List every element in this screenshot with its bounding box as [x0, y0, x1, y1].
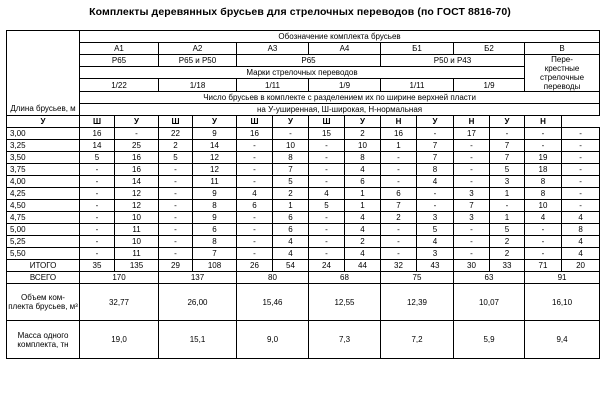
- count-cell: 14: [80, 140, 115, 152]
- itogo-cell: 20: [562, 260, 600, 272]
- count-cell: -: [309, 212, 345, 224]
- mass-cell: 19,0: [80, 321, 159, 359]
- itogo-cell: 71: [525, 260, 562, 272]
- count-cell: 7: [490, 140, 525, 152]
- volume-cell: 12,39: [381, 284, 454, 321]
- count-cell: -: [562, 176, 600, 188]
- count-cell: 2: [490, 236, 525, 248]
- count-cell: 8: [193, 236, 237, 248]
- volume-cell: 16,10: [525, 284, 600, 321]
- length-cell: 4,25: [7, 188, 80, 200]
- vsego-cell: 68: [309, 272, 381, 284]
- count-cell: 14: [115, 176, 159, 188]
- set-В: В: [525, 43, 600, 55]
- count-cell: 12: [115, 188, 159, 200]
- count-cell: -: [381, 164, 417, 176]
- width-code: Ш: [159, 116, 193, 128]
- width-code: У: [417, 116, 454, 128]
- count-cell: 8: [525, 176, 562, 188]
- count-cell: 10: [115, 236, 159, 248]
- itogo-cell: 33: [490, 260, 525, 272]
- count-cell: 4: [417, 236, 454, 248]
- count-cell: -: [159, 176, 193, 188]
- count-cell: -: [159, 188, 193, 200]
- count-cell: -: [309, 164, 345, 176]
- count-cell: 5: [273, 176, 309, 188]
- count-cell: 2: [381, 212, 417, 224]
- rail-type: Р65 и Р50: [159, 55, 237, 67]
- count-cell: 6: [237, 200, 273, 212]
- width-code: У: [273, 116, 309, 128]
- vsego-row: [7, 272, 600, 284]
- width-code: Ш: [80, 116, 115, 128]
- length-cell: 5,50: [7, 248, 80, 260]
- itogo-cell: 29: [159, 260, 193, 272]
- set-designation-header: Обозначение комплекта брусьев: [80, 31, 600, 43]
- width-code: У: [345, 116, 381, 128]
- count-cell: -: [237, 164, 273, 176]
- count-cell: -: [309, 224, 345, 236]
- count-cell: 1: [490, 212, 525, 224]
- count-cell: -: [381, 152, 417, 164]
- mass-cell: 9,0: [237, 321, 309, 359]
- count-cell: -: [454, 224, 490, 236]
- count-cell: -: [159, 212, 193, 224]
- count-cell: 8: [193, 200, 237, 212]
- length-cell: 3,25: [7, 140, 80, 152]
- itogo-cell: 135: [115, 260, 159, 272]
- count-cell: 10: [345, 140, 381, 152]
- count-cell: 14: [193, 140, 237, 152]
- count-cell: 17: [454, 128, 490, 140]
- count-cell: 8: [525, 188, 562, 200]
- count-cell: -: [525, 248, 562, 260]
- count-cell: 5: [417, 224, 454, 236]
- count-cell: -: [237, 248, 273, 260]
- table-row: [7, 200, 600, 212]
- count-cell: 7: [490, 152, 525, 164]
- length-header: [7, 31, 80, 116]
- count-cell: 8: [562, 224, 600, 236]
- switch-mark: 1/22: [80, 79, 159, 92]
- count-cell: 2: [345, 236, 381, 248]
- count-cell: -: [454, 140, 490, 152]
- count-cell: -: [115, 128, 159, 140]
- count-cell: 1: [381, 140, 417, 152]
- crossing-header: Пере- крестные стрелочные переводы: [525, 55, 600, 92]
- itogo-cell: 30: [454, 260, 490, 272]
- width-code: У: [115, 116, 159, 128]
- count-cell: 10: [115, 212, 159, 224]
- mass-cell: 7,3: [309, 321, 381, 359]
- count-cell: -: [562, 200, 600, 212]
- width-code: Н: [454, 116, 490, 128]
- vsego-cell: 63: [454, 272, 525, 284]
- count-cell: 3: [454, 188, 490, 200]
- count-cell: -: [159, 236, 193, 248]
- count-cell: 16: [115, 152, 159, 164]
- count-cell: 11: [193, 176, 237, 188]
- count-cell: 5: [159, 152, 193, 164]
- width-code: У: [490, 116, 525, 128]
- count-cell: -: [562, 164, 600, 176]
- itogo-cell: 108: [193, 260, 237, 272]
- volume-row: [7, 284, 600, 321]
- count-cell: -: [159, 164, 193, 176]
- count-cell: 4: [562, 248, 600, 260]
- count-cell: 4: [345, 224, 381, 236]
- count-cell: 5: [490, 224, 525, 236]
- count-cell: -: [159, 248, 193, 260]
- set-Б1: Б1: [381, 43, 454, 55]
- count-cell: 4: [273, 248, 309, 260]
- count-cell: 3: [417, 212, 454, 224]
- rail-type: Р65: [80, 55, 159, 67]
- count-cell: 4: [345, 212, 381, 224]
- count-cell: 4: [345, 248, 381, 260]
- vsego-label: ВСЕГО: [7, 272, 80, 284]
- count-cell: 3: [454, 212, 490, 224]
- itogo-cell: 32: [381, 260, 417, 272]
- switch-marks-header: Марки стрелочных переводов: [80, 67, 525, 79]
- itogo-cell: 43: [417, 260, 454, 272]
- count-cell: -: [80, 200, 115, 212]
- width-code: Ш: [237, 116, 273, 128]
- length-cell: 5,25: [7, 236, 80, 248]
- count-cell: 10: [525, 200, 562, 212]
- table-row: [7, 188, 600, 200]
- count-cell: -: [454, 248, 490, 260]
- count-cell: 16: [381, 128, 417, 140]
- count-cell: 7: [454, 200, 490, 212]
- volume-cell: 15,46: [237, 284, 309, 321]
- count-cell: 9: [193, 188, 237, 200]
- length-cell: 3,75: [7, 164, 80, 176]
- count-cell: -: [309, 248, 345, 260]
- count-cell: -: [80, 224, 115, 236]
- width-code: Ш: [309, 116, 345, 128]
- set-А4: А4: [309, 43, 381, 55]
- count-cell: -: [159, 224, 193, 236]
- set-А3: А3: [237, 43, 309, 55]
- count-cell: -: [80, 248, 115, 260]
- count-cell: 5: [490, 164, 525, 176]
- count-cell: 6: [273, 224, 309, 236]
- count-cell: -: [490, 128, 525, 140]
- vsego-cell: 91: [525, 272, 600, 284]
- count-cell: 6: [345, 176, 381, 188]
- length-cell: 4,50: [7, 200, 80, 212]
- count-cell: -: [381, 236, 417, 248]
- count-cell: 7: [193, 248, 237, 260]
- table-row: [7, 128, 600, 140]
- rail-type: Р65: [237, 55, 381, 67]
- count-cell: 19: [525, 152, 562, 164]
- count-cell: 6: [273, 212, 309, 224]
- itogo-cell: 54: [273, 260, 309, 272]
- volume-cell: 32,77: [80, 284, 159, 321]
- count-cell: -: [309, 176, 345, 188]
- count-cell: 7: [381, 200, 417, 212]
- count-cell: 16: [80, 128, 115, 140]
- count-cell: -: [237, 176, 273, 188]
- count-cell: -: [417, 188, 454, 200]
- count-cell: 1: [345, 200, 381, 212]
- count-cell: -: [417, 128, 454, 140]
- rail-type: Р50 и Р43: [381, 55, 525, 67]
- vsego-cell: 80: [237, 272, 309, 284]
- count-cell: 1: [345, 188, 381, 200]
- count-cell: 9: [193, 128, 237, 140]
- count-cell: 18: [525, 164, 562, 176]
- count-cell: -: [237, 152, 273, 164]
- table-row: [7, 248, 600, 260]
- mass-cell: 15,1: [159, 321, 237, 359]
- count-cell: 4: [309, 188, 345, 200]
- count-cell: 8: [417, 164, 454, 176]
- count-cell: 10: [273, 140, 309, 152]
- count-cell: 4: [273, 236, 309, 248]
- switch-mark: 1/11: [381, 79, 454, 92]
- count-cell: 16: [115, 164, 159, 176]
- count-cell: -: [454, 176, 490, 188]
- count-cell: -: [562, 152, 600, 164]
- length-header-label: Длина брусьев, м: [10, 104, 76, 113]
- count-cell: -: [80, 212, 115, 224]
- switch-mark: 1/18: [159, 79, 237, 92]
- count-cell: -: [454, 236, 490, 248]
- count-cell: 7: [417, 152, 454, 164]
- count-cell: 12: [115, 200, 159, 212]
- count-cell: 15: [309, 128, 345, 140]
- set-А2: А2: [159, 43, 237, 55]
- count-cell: 7: [273, 164, 309, 176]
- set-Б2: Б2: [454, 43, 525, 55]
- count-cell: -: [525, 128, 562, 140]
- count-cell: 12: [193, 164, 237, 176]
- count-cell: 2: [345, 128, 381, 140]
- count-cell: -: [525, 224, 562, 236]
- mass-cell: 7,2: [381, 321, 454, 359]
- count-cell: 4: [525, 212, 562, 224]
- vsego-cell: 170: [80, 272, 159, 284]
- itogo-cell: 44: [345, 260, 381, 272]
- table-row: [7, 176, 600, 188]
- count-cell: 1: [273, 200, 309, 212]
- mass-cell: 5,9: [454, 321, 525, 359]
- itogo-row: [7, 260, 600, 272]
- count-cell: 6: [381, 188, 417, 200]
- itogo-cell: 24: [309, 260, 345, 272]
- count-cell: -: [309, 140, 345, 152]
- width-code: У: [7, 116, 80, 128]
- length-cell: 3,00: [7, 128, 80, 140]
- itogo-label: ИТОГО: [7, 260, 80, 272]
- itogo-cell: 35: [80, 260, 115, 272]
- count-cell: -: [237, 140, 273, 152]
- table-row: [7, 152, 600, 164]
- count-cell: 12: [193, 152, 237, 164]
- table-row: [7, 212, 600, 224]
- count-cell: 5: [80, 152, 115, 164]
- count-cell: -: [490, 200, 525, 212]
- count-cell: -: [525, 236, 562, 248]
- count-cell: -: [454, 164, 490, 176]
- count-label-1: Число брусьев в комплекте с разделением их по ширине верхней пласти: [80, 92, 600, 104]
- count-cell: 7: [417, 140, 454, 152]
- count-cell: 25: [115, 140, 159, 152]
- count-cell: -: [525, 140, 562, 152]
- length-cell: 4,00: [7, 176, 80, 188]
- volume-cell: 26,00: [159, 284, 237, 321]
- vsego-cell: 137: [159, 272, 237, 284]
- count-cell: 5: [309, 200, 345, 212]
- count-cell: -: [80, 176, 115, 188]
- count-cell: 4: [345, 164, 381, 176]
- count-cell: -: [381, 176, 417, 188]
- switch-mark: 1/11: [237, 79, 309, 92]
- count-cell: -: [562, 128, 600, 140]
- count-cell: 16: [237, 128, 273, 140]
- volume-cell: 10,07: [454, 284, 525, 321]
- width-code: Н: [381, 116, 417, 128]
- mass-label: Масса одного комплекта, тн: [7, 321, 80, 359]
- count-cell: 2: [273, 188, 309, 200]
- switch-mark: 1/9: [309, 79, 381, 92]
- count-cell: 6: [193, 224, 237, 236]
- count-cell: 9: [193, 212, 237, 224]
- count-cell: -: [381, 224, 417, 236]
- length-cell: 4,75: [7, 212, 80, 224]
- count-cell: -: [237, 212, 273, 224]
- count-cell: -: [454, 152, 490, 164]
- count-cell: -: [237, 224, 273, 236]
- length-cell: 3,50: [7, 152, 80, 164]
- count-cell: -: [237, 236, 273, 248]
- count-cell: 2: [159, 140, 193, 152]
- count-cell: 8: [345, 152, 381, 164]
- count-cell: -: [309, 152, 345, 164]
- timber-sets-table: [6, 30, 600, 359]
- count-cell: -: [381, 248, 417, 260]
- count-cell: -: [80, 188, 115, 200]
- mass-cell: 9,4: [525, 321, 600, 359]
- itogo-cell: 26: [237, 260, 273, 272]
- table-row: [7, 164, 600, 176]
- count-cell: 4: [562, 236, 600, 248]
- mass-row: [7, 321, 600, 359]
- table-row: [7, 140, 600, 152]
- count-cell: -: [562, 140, 600, 152]
- count-cell: 2: [490, 248, 525, 260]
- count-cell: 8: [273, 152, 309, 164]
- count-cell: -: [80, 164, 115, 176]
- length-cell: 5,00: [7, 224, 80, 236]
- vsego-cell: 75: [381, 272, 454, 284]
- count-cell: 3: [417, 248, 454, 260]
- count-cell: -: [159, 200, 193, 212]
- table-row: [7, 236, 600, 248]
- count-cell: 3: [490, 176, 525, 188]
- page-title: Комплекты деревянных брусьев для стрелочных переводов (по ГОСТ 8816-70): [89, 6, 511, 18]
- count-cell: 4: [562, 212, 600, 224]
- table-row: [7, 224, 600, 236]
- count-cell: 22: [159, 128, 193, 140]
- count-cell: -: [562, 188, 600, 200]
- count-cell: -: [417, 200, 454, 212]
- volume-label: Объем ком- плекта брусьев, м³: [7, 284, 80, 321]
- count-cell: -: [309, 236, 345, 248]
- width-code: У: [193, 116, 237, 128]
- count-cell: 11: [115, 224, 159, 236]
- count-cell: -: [273, 128, 309, 140]
- count-cell: 4: [417, 176, 454, 188]
- count-cell: 11: [115, 248, 159, 260]
- switch-mark: 1/9: [454, 79, 525, 92]
- width-code: Н: [525, 116, 562, 128]
- count-label-2: на У-уширенная, Ш-широкая, Н-нормальная: [80, 104, 600, 116]
- count-cell: 4: [237, 188, 273, 200]
- set-А1: А1: [80, 43, 159, 55]
- count-cell: -: [80, 236, 115, 248]
- count-cell: 1: [490, 188, 525, 200]
- volume-cell: 12,55: [309, 284, 381, 321]
